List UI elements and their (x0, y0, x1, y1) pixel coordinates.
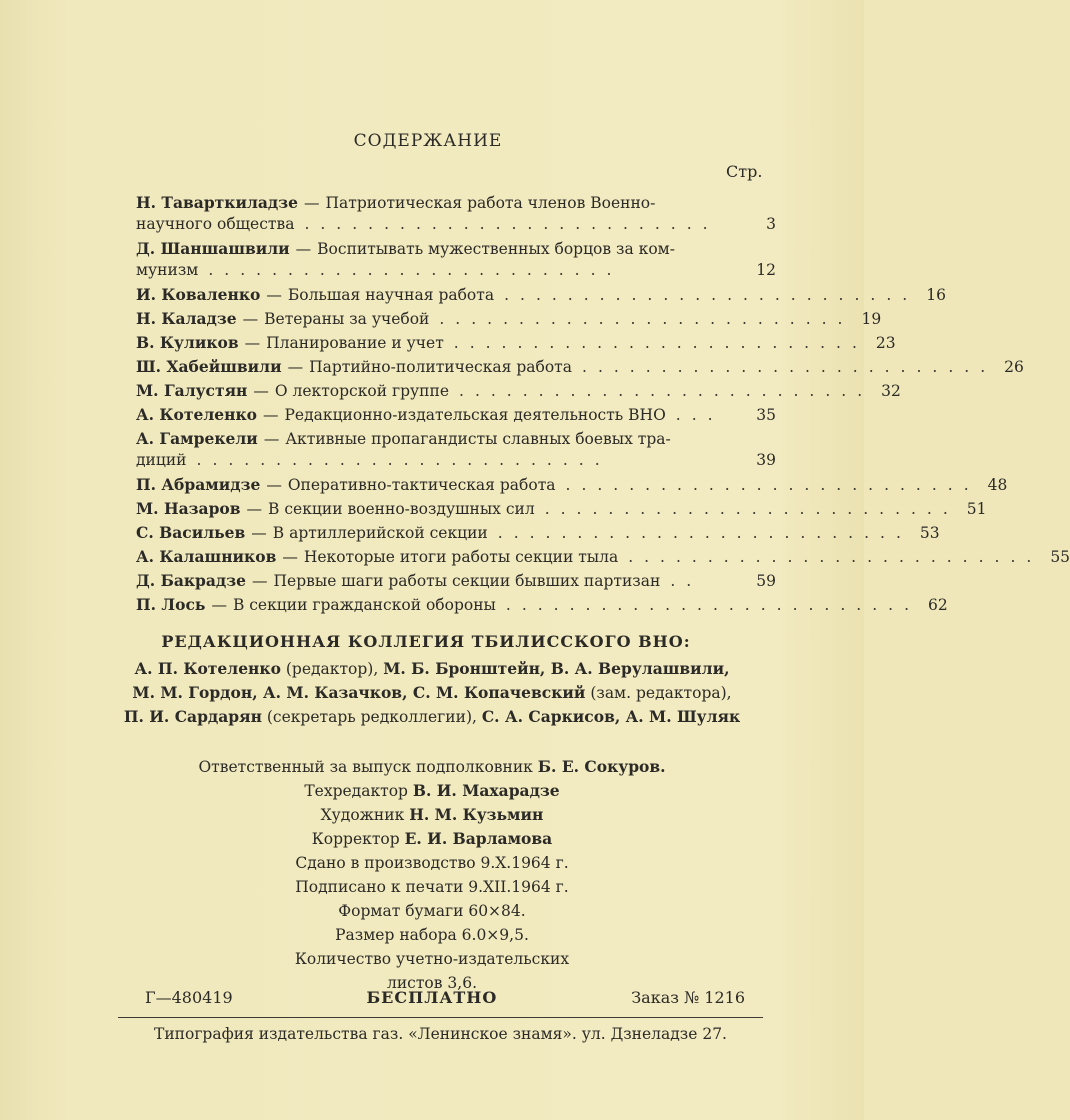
editorial-board-line: П. И. Сардарян (секретарь редколлегии), С. А. Саркисов, А. М. Шуляк (123, 707, 741, 726)
toc-page: 23 (875, 334, 896, 352)
imprint-signed: Подписано к печати 9.XII.1964 г. (295, 878, 569, 896)
toc-entry: Н. Каладзе — Ветераны за учебой .......................... 19 (136, 309, 882, 328)
imprint (0, 755, 864, 995)
toc-title: В артиллерийской секции (272, 524, 488, 542)
toc-page: 62 (928, 596, 948, 614)
toc-title: Партийно-политическая работа (309, 358, 573, 376)
toc-title: Ветераны за учебой (264, 310, 430, 328)
toc-entry: Ш. Хабейшвили — Партийно-политическая работа .......................... 26 (136, 357, 1024, 376)
toc-entry: В. Куликов — Планирование и учет .......................... 23 (136, 333, 896, 352)
toc-page: 48 (987, 476, 1008, 494)
toc-title-cont: диций (136, 451, 187, 469)
imprint-sheets: Количество учетно-издательских (294, 950, 570, 968)
toc-entry: С. Васильев — В артиллерийской секции .......................... 53 (136, 523, 940, 542)
toc-author: А. Котеленко (136, 405, 257, 424)
toc-entry: Д. Бакрадзе — Первые шаги работы секции бывших партизан .. 59 (136, 571, 776, 590)
toc-entry: М. Назаров — В секции военно-воздушных сил .......................... 51 (136, 499, 987, 518)
toc-entry: А. Котеленко — Редакционно-издательская деятельность ВНО ... 35 (136, 405, 776, 424)
toc-author: Д. Бакрадзе (136, 571, 247, 590)
toc-page: 35 (756, 406, 776, 424)
toc-author: П. Абрамидзе (136, 475, 261, 494)
toc-author: Д. Шаншашвили (136, 239, 290, 258)
toc-author: Н. Таварткиладзе (136, 193, 299, 212)
toc-title: В секции гражданской обороны (232, 596, 496, 614)
contents-title: СОДЕРЖАНИЕ (353, 131, 503, 151)
toc-title: Первые шаги работы секции бывших партизан (273, 572, 661, 590)
price-label: БЕСПЛАТНО (366, 988, 498, 1007)
editorial-board-line: М. М. Гордон, А. М. Казачков, С. М. Копачевский (зам. редактора), (132, 683, 732, 702)
toc-author: М. Назаров (136, 499, 241, 518)
toc-title: В секции военно-воздушных сил (268, 500, 535, 518)
toc-author: А. Гамрекели (136, 429, 258, 448)
toc-entry: Н. Таварткиладзе — Патриотическая работа членов Военно- научного общества .......................... 3 (136, 193, 776, 233)
footer-divider (118, 1017, 763, 1018)
toc-title: Некоторые итоги работы секции тыла (303, 548, 619, 566)
toc-entry: И. Коваленко — Большая научная работа .......................... 16 (136, 285, 946, 304)
toc-page: 51 (966, 500, 987, 518)
editorial-board-line: А. П. Котеленко (редактор), М. Б. Бронштейн, В. А. Верулашвили, (134, 659, 730, 678)
imprint-corrector: Корректор Е. И. Варламова (311, 829, 553, 848)
order-number: Заказ № 1216 (631, 988, 745, 1007)
imprint-submitted: Сдано в производство 9.X.1964 г. (295, 854, 569, 872)
toc-page: 59 (756, 572, 776, 590)
toc-author: А. Калашников (136, 547, 277, 566)
imprint-sheets-count: листов 3,6. (387, 974, 477, 992)
toc-title: Планирование и учет (266, 334, 444, 352)
toc-title-cont: мунизм (136, 261, 199, 279)
toc-title: Активные пропагандисты славных боевых тра- (285, 430, 671, 448)
imprint-techeditor: Техредактор В. И. Махарадзе (304, 781, 560, 800)
printer-line: Типография издательства газ. «Ленинское знамя». ул. Дзнеладзе 27. (153, 1025, 727, 1043)
imprint-responsible: Ответственный за выпуск подполковник Б. Е. Сокуров. (198, 757, 666, 776)
toc-title: О лекторской группе (274, 382, 450, 400)
toc-author: Н. Каладзе (136, 309, 237, 328)
toc-page: 53 (919, 524, 940, 542)
toc-page: 32 (881, 382, 901, 400)
toc-author: В. Куликов (136, 333, 239, 352)
toc-title-cont: научного общества (136, 215, 295, 233)
publication-code: Г—480419 (145, 988, 233, 1007)
toc-entry: П. Лось — В секции гражданской обороны .......................... 62 (136, 595, 948, 614)
toc-page: 12 (756, 261, 776, 279)
toc-author: Ш. Хабейшвили (136, 357, 282, 376)
editorial-board-title: РЕДАКЦИОННАЯ КОЛЛЕГИЯ ТБИЛИССКОГО ВНО: (161, 632, 691, 651)
toc-entry: Д. Шаншашвили — Воспитывать мужественных борцов за ком- мунизм .......................... 12 (136, 239, 776, 279)
toc-entry: А. Калашников — Некоторые итоги работы секции тыла .......................... 55 (136, 547, 1070, 566)
toc-title: Большая научная работа (287, 286, 495, 304)
toc-title: Патриотическая работа членов Военно- (325, 194, 656, 212)
toc-title: Оперативно-тактическая работа (287, 476, 556, 494)
toc-entry: П. Абрамидзе — Оперативно-тактическая работа .......................... 48 (136, 475, 1008, 494)
imprint-artist: Художник Н. М. Кузьмин (320, 805, 544, 824)
toc-page: 26 (1004, 358, 1024, 376)
toc-page: 55 (1050, 548, 1070, 566)
toc-author: И. Коваленко (136, 285, 261, 304)
toc-page: 16 (926, 286, 946, 304)
toc-page: 39 (756, 451, 776, 469)
toc-entry: А. Гамрекели — Активные пропагандисты славных боевых тра- диций .......................... 39 (136, 429, 776, 469)
page-column-header: Стр. (726, 162, 763, 181)
imprint-paper-format: Формат бумаги 60×84. (338, 902, 526, 920)
footer-row (145, 988, 745, 1007)
imprint-set-size: Размер набора 6.0×9,5. (335, 926, 529, 944)
toc-author: М. Галустян (136, 381, 248, 400)
toc-author: С. Васильев (136, 523, 246, 542)
toc-page: 3 (766, 215, 776, 233)
toc-page: 19 (861, 310, 882, 328)
toc-author: П. Лось (136, 595, 206, 614)
toc-entry: М. Галустян — О лекторской группе .......................... 32 (136, 381, 901, 400)
table-of-contents (136, 192, 1070, 616)
toc-title: Воспитывать мужественных борцов за ком- (317, 240, 675, 258)
editorial-board (0, 632, 864, 729)
toc-title: Редакционно-издательская деятельность ВНО (284, 406, 666, 424)
